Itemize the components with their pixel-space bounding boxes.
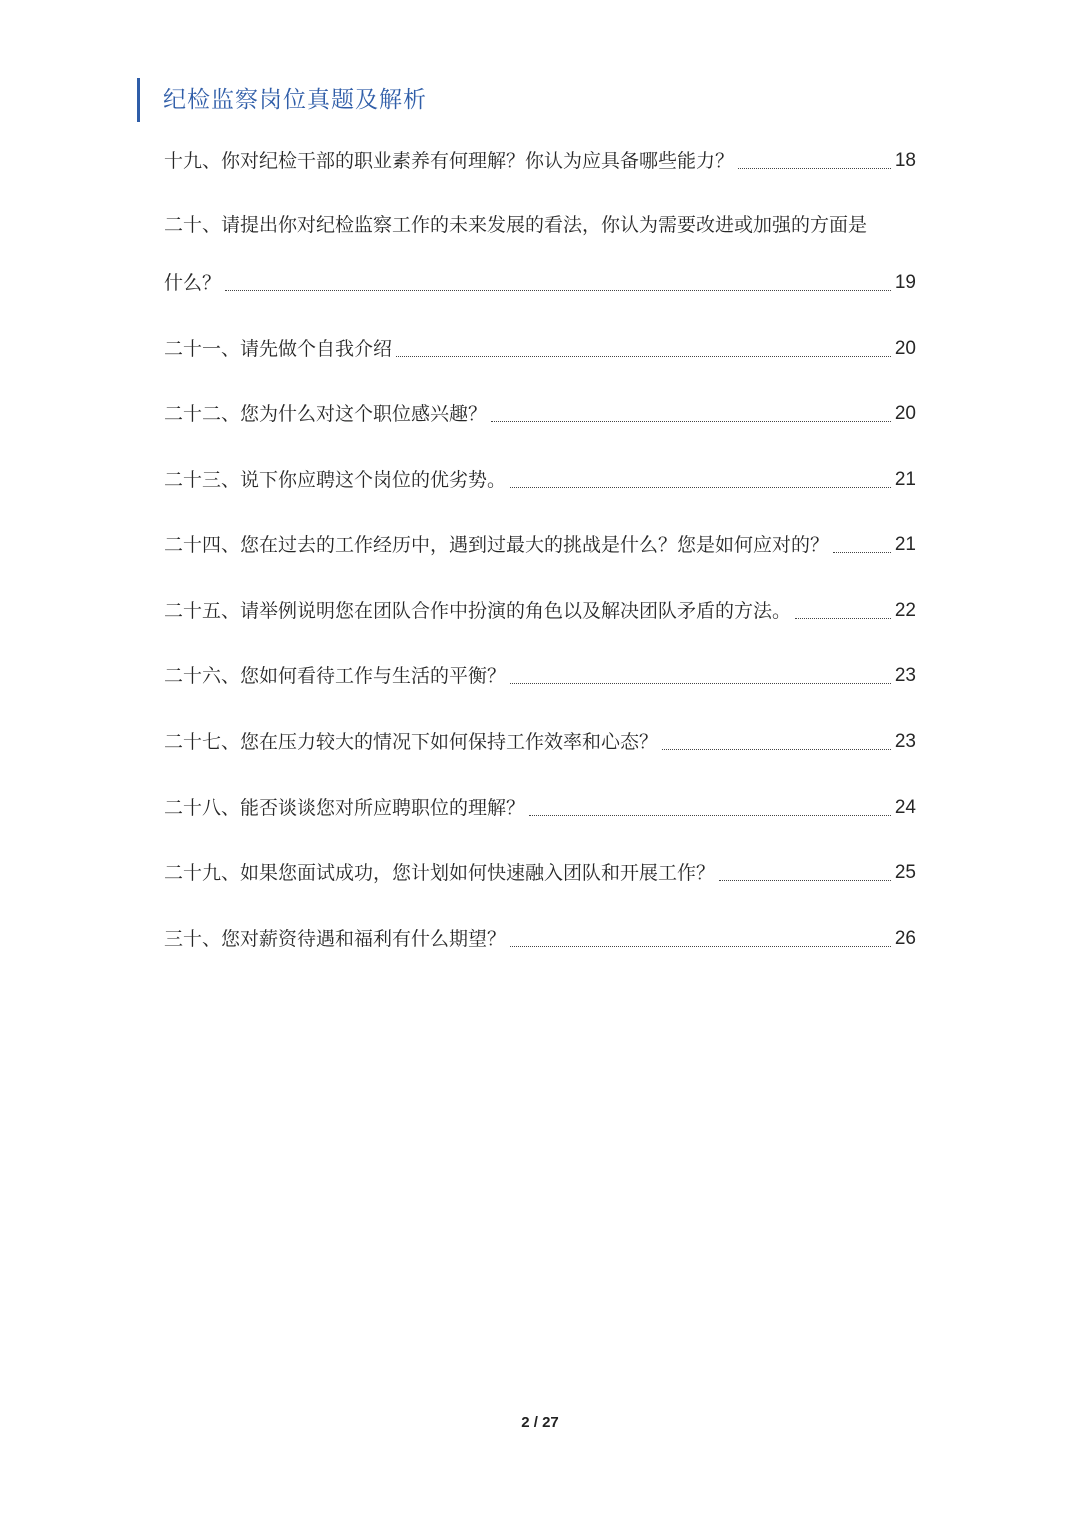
dot-leader [225, 290, 891, 291]
toc-entry-23[interactable] [164, 464, 916, 496]
toc-page-number: 20 [894, 403, 916, 424]
dot-leader [510, 946, 891, 947]
toc-entry-text: 什么？ [164, 272, 222, 294]
toc-entry-text: 二十七、您在压力较大的情况下如何保持工作效率和心态？ [164, 731, 659, 753]
toc-entry-text: 二十六、您如何看待工作与生活的平衡？ [164, 665, 507, 687]
toc-entry-27[interactable] [164, 726, 916, 758]
toc-entry-text: 二十二、您为什么对这个职位感兴趣？ [164, 403, 488, 425]
toc-page-number: 19 [894, 272, 916, 293]
toc-entry-29[interactable] [164, 857, 916, 889]
dot-leader [662, 749, 891, 750]
toc-page-number: 21 [894, 469, 916, 490]
toc-entry-26[interactable] [164, 660, 916, 692]
dot-leader [491, 421, 891, 422]
toc-page-number: 22 [894, 600, 916, 621]
dot-leader [510, 683, 891, 684]
toc-page-number: 21 [894, 534, 916, 555]
toc-entry-text: 二十一、请先做个自我介绍 [164, 338, 393, 360]
toc-entry-text: 二十八、能否谈谈您对所应聘职位的理解？ [164, 797, 526, 819]
toc-entry-text: 三十、您对薪资待遇和福利有什么期望？ [164, 928, 507, 950]
toc-entry-25[interactable] [164, 595, 916, 627]
dot-leader [396, 356, 891, 357]
dot-leader [738, 168, 891, 169]
page-header-title: 纪检监察岗位真题及解析 [163, 87, 427, 113]
toc-entry-28[interactable] [164, 792, 916, 824]
toc-page-number: 24 [894, 797, 916, 818]
toc-page-number: 25 [894, 862, 916, 883]
dot-leader [510, 487, 891, 488]
toc-page-number: 23 [894, 665, 916, 686]
toc-entry-text: 二十三、说下你应聘这个岗位的优劣势。 [164, 469, 507, 491]
toc-page-number: 23 [894, 731, 916, 752]
toc-entry-text: 十九、你对纪检干部的职业素养有何理解？你认为应具备哪些能力？ [164, 150, 735, 172]
toc-page-number: 20 [894, 338, 916, 359]
toc-entry-text: 二十四、您在过去的工作经历中，遇到过最大的挑战是什么？您是如何应对的？ [164, 534, 830, 556]
toc-entry-text: 二十九、如果您面试成功，您计划如何快速融入团队和开展工作？ [164, 862, 716, 884]
toc-page-number: 18 [894, 150, 916, 171]
toc-page-number: 26 [894, 928, 916, 949]
toc-entry-19[interactable] [164, 145, 916, 177]
toc-entry-24[interactable] [164, 529, 916, 561]
header-accent-bar [137, 78, 140, 122]
toc-entry-20[interactable] [164, 267, 916, 299]
dot-leader [719, 880, 891, 881]
page-footer-indicator: 2 / 27 [521, 1414, 559, 1431]
toc-entry-text: 二十五、请举例说明您在团队合作中扮演的角色以及解决团队矛盾的方法。 [164, 600, 792, 622]
dot-leader [529, 815, 891, 816]
toc-entry-21[interactable] [164, 333, 916, 365]
toc-entry-20-line1[interactable]: 二十、请提出你对纪检监察工作的未来发展的看法，你认为需要改进或加强的方面是 [164, 214, 868, 236]
toc-entry-30[interactable] [164, 923, 916, 955]
dot-leader [795, 618, 891, 619]
toc-entry-22[interactable] [164, 398, 916, 430]
dot-leader [833, 552, 891, 553]
